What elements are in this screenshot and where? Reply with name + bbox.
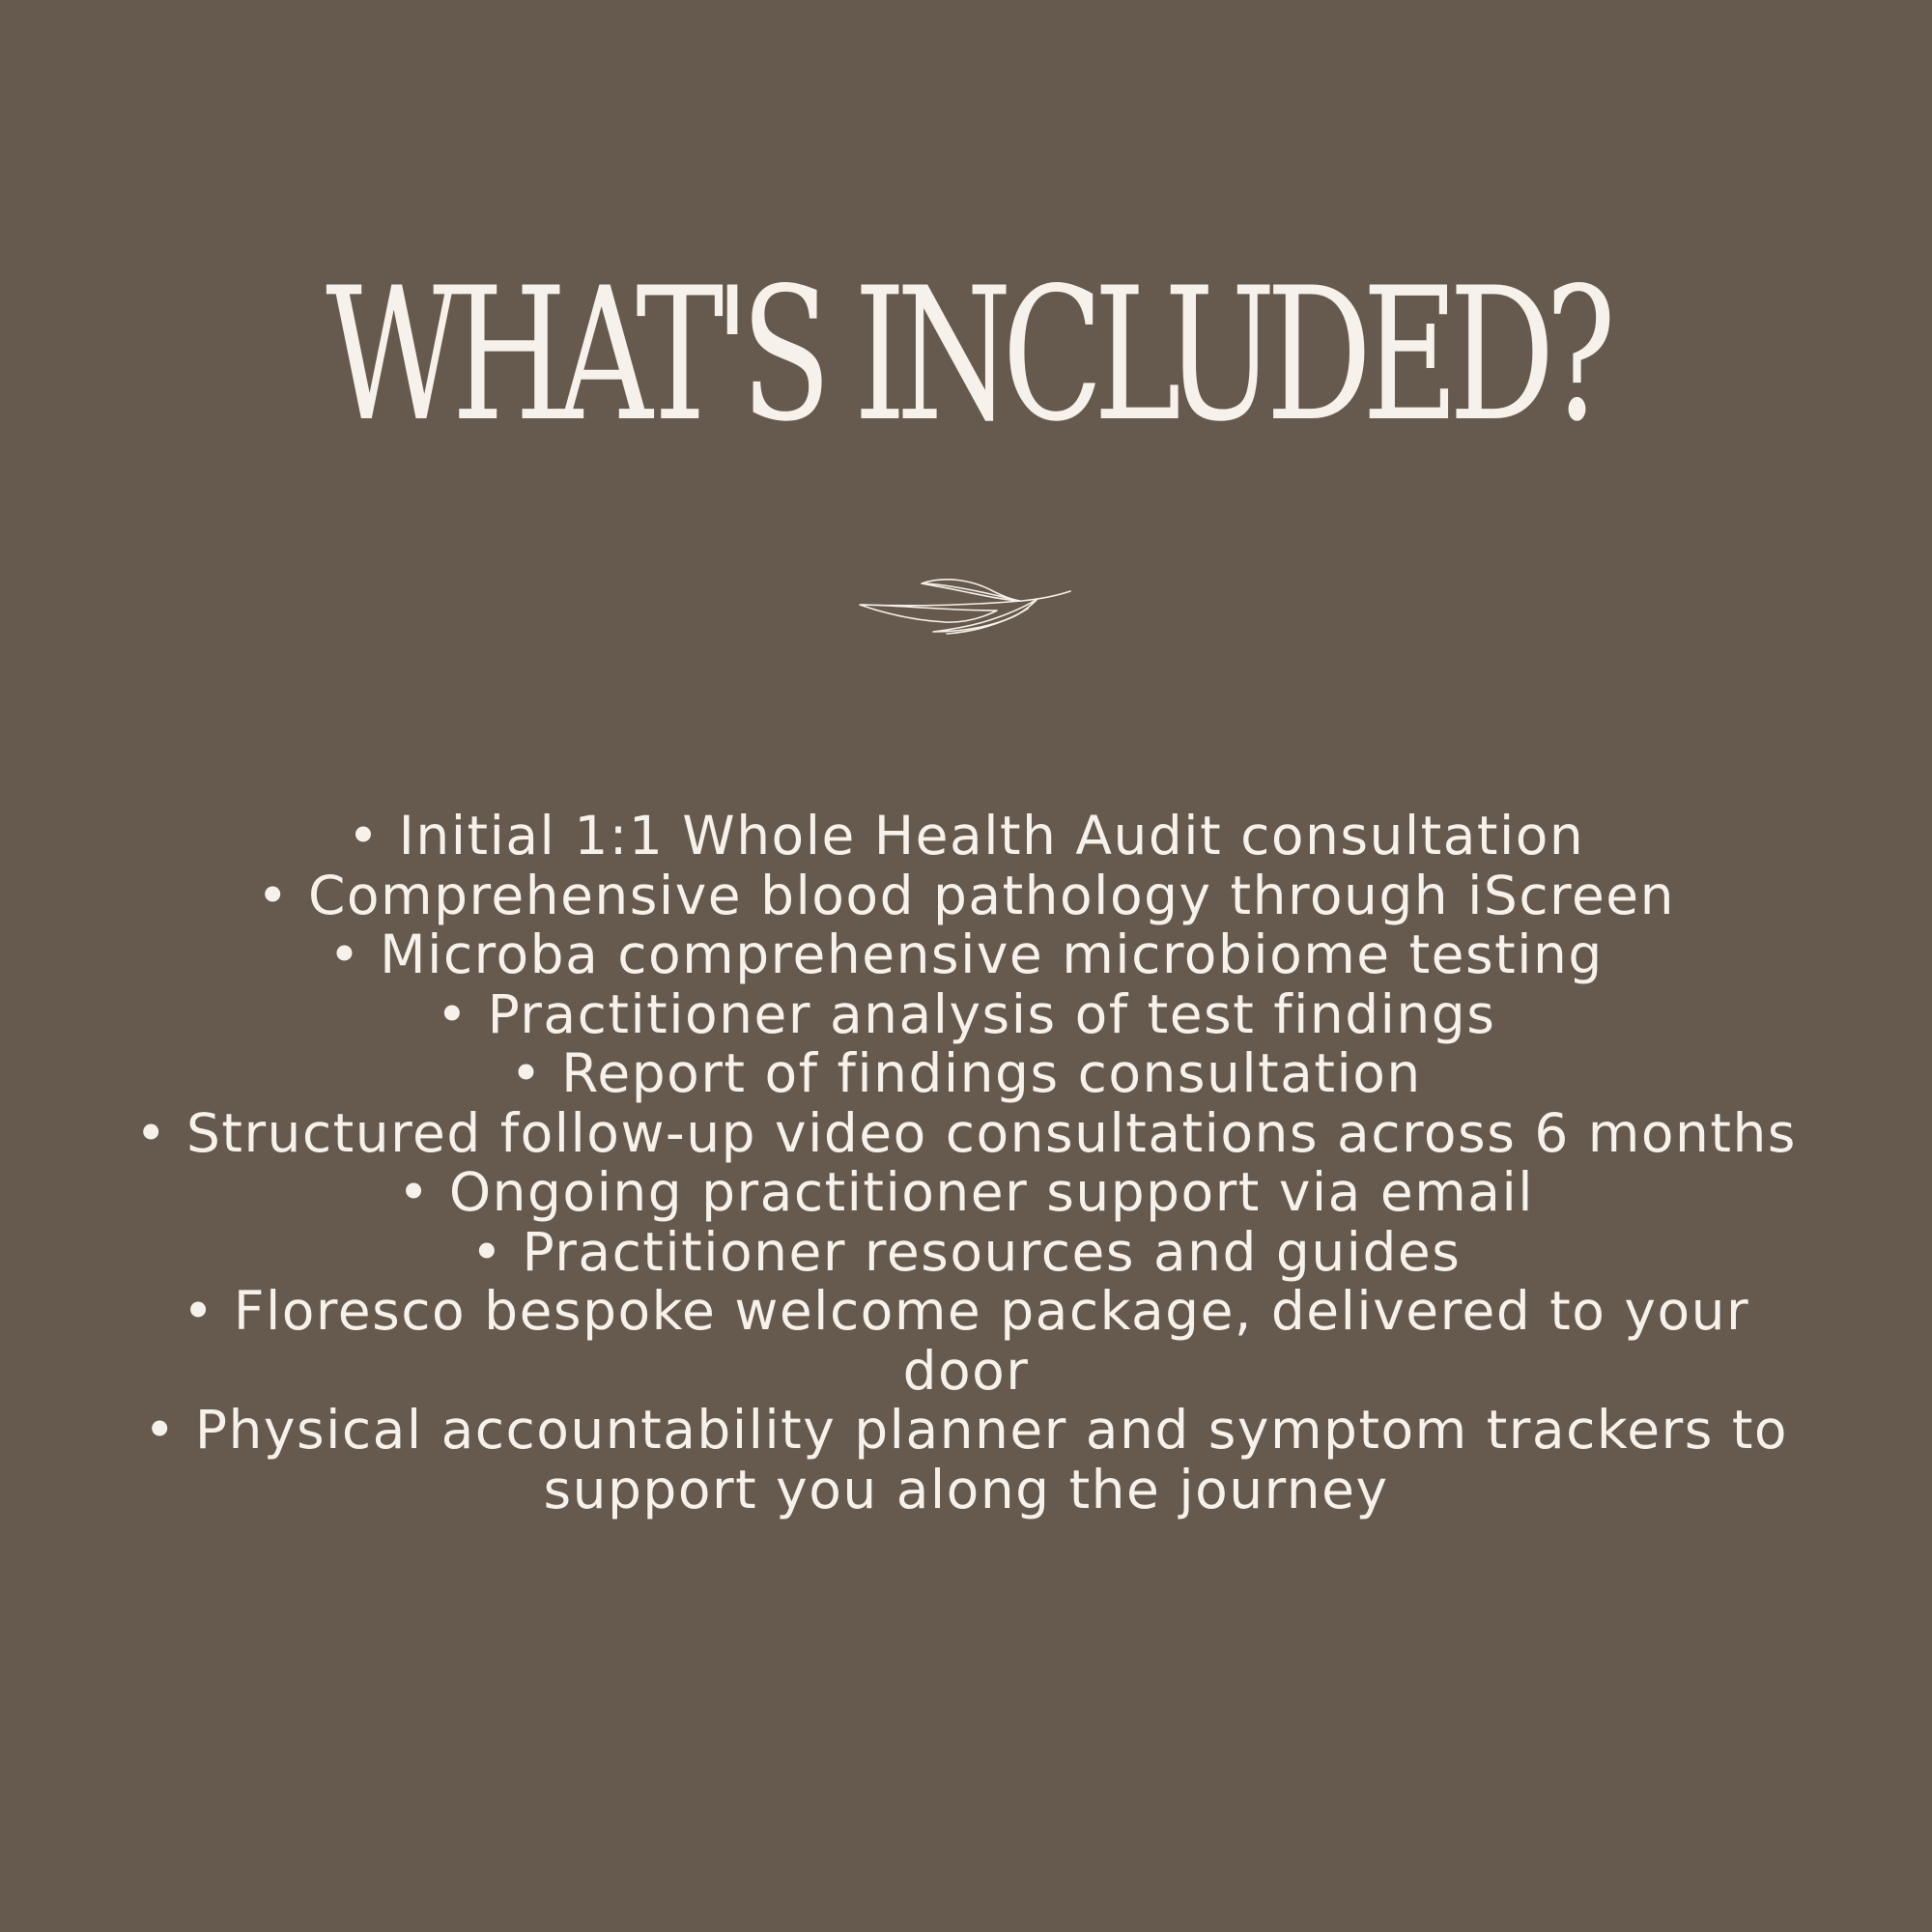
- bullet: •: [470, 1220, 504, 1283]
- list-item: [135, 1401, 1797, 1520]
- bullet: •: [510, 1042, 544, 1104]
- bullet: •: [328, 923, 362, 985]
- page-title: WHAT'S INCLUDED?: [326, 248, 1606, 462]
- list-item-text: Report of findings consultation: [561, 1042, 1422, 1104]
- included-items-list: [135, 807, 1797, 1520]
- bullet: •: [347, 805, 381, 867]
- list-item-text: Physical accountability planner and symptom trackers to support you along the journey: [194, 1399, 1789, 1520]
- list-item-text: Ongoing practitioner support via email: [448, 1161, 1535, 1223]
- list-item: [135, 925, 1797, 985]
- list-item-text: Practitioner resources and guides: [522, 1220, 1462, 1283]
- list-item: [135, 1163, 1797, 1223]
- bullet: •: [436, 982, 469, 1045]
- list-item: [135, 864, 1797, 926]
- list-item: [135, 1101, 1797, 1164]
- bullet: •: [143, 1399, 177, 1461]
- bullet: •: [397, 1161, 431, 1223]
- list-item: [135, 982, 1797, 1045]
- list-item-text: Initial 1:1 Whole Health Audit consultation: [398, 805, 1585, 867]
- bullet: •: [135, 1101, 168, 1164]
- list-item: [135, 1044, 1797, 1104]
- list-item-text: Microba comprehensive microbiome testing: [380, 923, 1604, 985]
- list-item-text: Structured follow-up video consultations across 6 months: [185, 1101, 1797, 1164]
- list-item: [135, 1282, 1797, 1401]
- list-item-text: Floresco bespoke welcome package, delivered to your door: [233, 1280, 1750, 1402]
- list-item-text: Practitioner analysis of test findings: [487, 982, 1496, 1045]
- leaf-sprig-icon: [858, 570, 1074, 647]
- list-item: [135, 807, 1797, 867]
- bullet: •: [257, 864, 290, 926]
- list-item-text: Comprehensive blood pathology through iScreen: [307, 864, 1675, 926]
- list-item: [135, 1220, 1797, 1283]
- bullet: •: [182, 1280, 215, 1342]
